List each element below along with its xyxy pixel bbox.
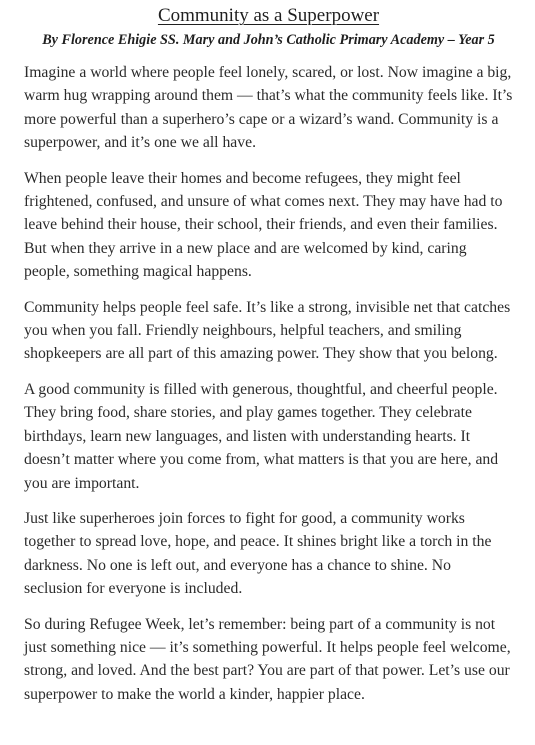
paragraph-4: A good community is filled with generous, thoughtful, and cheerful people. They bring food, share stories, and play games together. They celebrate birthdays, learn new languages, and listen with understanding hearts. It doesn’t matter where you come from, what matters is that you are here, and you are important. xyxy=(24,380,499,492)
essay-body xyxy=(24,61,513,706)
paragraph-6: So during Refugee Week, let’s remember: being part of a community is not just something nice — it’s something powerful. It helps people feel welcome, strong, and loved. And the best part? You are part of that power. Let’s use our superpower to make the world a kinder, happier place. xyxy=(24,615,511,703)
author-byline: By Florence Ehigie SS. Mary and John’s Catholic Primary Academy – Year 5 xyxy=(42,32,495,48)
paragraph-1: Imagine a world where people feel lonely, scared, or lost. Now imagine a big, warm hug wrapping around them — that’s what the community feels like. It’s more powerful than a superhero’s cape or a wizard’s wand. Community is a superpower, and it’s one we all have. xyxy=(24,64,513,152)
paragraph-3: Community helps people feel safe. It’s like a strong, invisible net that catches you when you fall. Friendly neighbours, helpful teachers, and smiling shopkeepers are all part of this amazing power. They show that you belong. xyxy=(24,298,511,363)
document-title xyxy=(24,4,513,28)
paragraph-2: When people leave their homes and become refugees, they might feel frightened, confused, and unsure of what comes next. They may have had to leave behind their house, their school, their friends, and even their families. But when they arrive in a new place and are welcomed by kind, caring people, something magical happens. xyxy=(24,169,503,281)
paragraph-5: Just like superheroes join forces to fight for good, a community works together to spread love, hope, and peace. It shines bright like a torch in the darkness. No one is left out, and everyone has a chance to shine. No seclusion for everyone is included. xyxy=(24,509,492,598)
document-title-text: Community as a Superpower xyxy=(157,5,380,26)
